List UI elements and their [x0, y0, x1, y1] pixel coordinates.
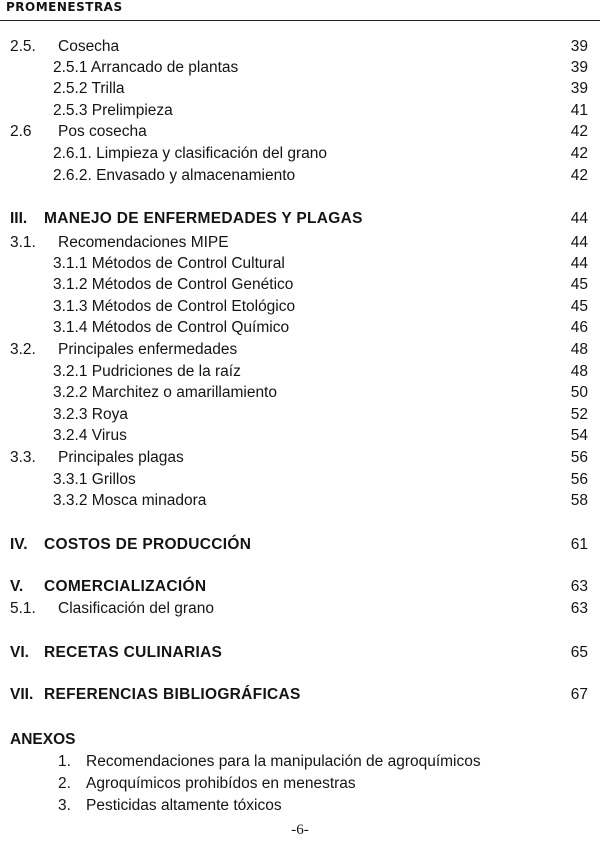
toc-title: 2.5.3 Prelimpieza: [53, 102, 173, 119]
toc-page-number: 63: [570, 600, 588, 617]
toc-title: Recomendaciones MIPE: [58, 234, 229, 251]
toc-page-number: 52: [570, 406, 588, 423]
toc-page-number: 56: [570, 471, 588, 488]
annex-item: [58, 795, 282, 817]
toc-chapter-row: [0, 576, 600, 598]
toc-page-number: 44: [570, 234, 588, 251]
toc-section-row: [0, 598, 600, 620]
toc-title: 2.6.2. Envasado y almacenamiento: [53, 167, 296, 184]
toc-title: 3.3.1 Grillos: [53, 471, 136, 488]
toc-page-number: 39: [570, 80, 588, 97]
toc-title: Pos cosecha: [58, 123, 147, 140]
toc-title: 3.1.1 Métodos de Control Cultural: [53, 255, 285, 272]
toc-title: 3.1.2 Métodos de Control Genético: [53, 276, 294, 293]
toc-page-number: 46: [570, 319, 588, 336]
toc-title: 3.2.4 Virus: [53, 427, 127, 444]
toc-title: 2.5.2 Trilla: [53, 80, 125, 97]
annex-number: 1.: [58, 753, 71, 770]
toc-subsection-row: [0, 165, 600, 187]
toc-section-row: [0, 447, 600, 469]
toc-number: 3.2.: [10, 341, 36, 358]
toc-number: V.: [10, 578, 24, 595]
annex-number: 3.: [58, 797, 71, 814]
toc-title: Principales enfermedades: [58, 341, 238, 358]
toc-title: 3.1.3 Métodos de Control Etológico: [53, 298, 296, 315]
toc-subsection-row: [0, 143, 600, 165]
toc-page-number: 44: [570, 255, 588, 272]
toc-number: 2.6: [10, 123, 32, 140]
toc-number: 3.1.: [10, 234, 36, 251]
toc-chapter-row: [0, 208, 600, 230]
toc-subsection-row: [0, 404, 600, 426]
toc-title: COSTOS DE PRODUCCIÓN: [44, 536, 252, 553]
annex-title: Pesticidas altamente tóxicos: [86, 797, 282, 814]
toc-page-number: 63: [570, 578, 588, 595]
toc-title: 3.2.3 Roya: [53, 406, 128, 423]
toc-page-number: 54: [570, 427, 588, 444]
toc-section-row: [0, 36, 600, 58]
toc-subsection-row: [0, 382, 600, 404]
annex-title: Agroquímicos prohibídos en menestras: [86, 775, 356, 792]
toc-subsection-row: [0, 57, 600, 79]
toc-subsection-row: [0, 425, 600, 447]
toc-section-row: [0, 232, 600, 254]
toc-page-number: 42: [570, 123, 588, 140]
toc-page-number: 67: [570, 686, 588, 703]
toc-subsection-row: [0, 296, 600, 318]
toc-title: Principales plagas: [58, 449, 184, 466]
toc-subsection-row: [0, 253, 600, 275]
toc-section-row: [0, 339, 600, 361]
toc-page-number: 56: [570, 449, 588, 466]
toc-section-row: [0, 121, 600, 143]
toc-page-number: 42: [570, 167, 588, 184]
toc-subsection-row: [0, 361, 600, 383]
toc-number: 5.1.: [10, 600, 36, 617]
toc-page-number: 42: [570, 145, 588, 162]
toc-subsection-row: [0, 469, 600, 491]
toc-number: VII.: [10, 686, 34, 703]
toc-page-number: 39: [570, 38, 588, 55]
annex-number: 2.: [58, 775, 71, 792]
toc-title: 3.1.4 Métodos de Control Químico: [53, 319, 290, 336]
toc-title: 3.2.1 Pudriciones de la raíz: [53, 363, 241, 380]
toc-title: REFERENCIAS BIBLIOGRÁFICAS: [44, 686, 301, 703]
toc-chapter-row: [0, 684, 600, 706]
header-rule: [0, 20, 600, 21]
toc-page-number: 44: [570, 210, 588, 227]
toc-title: COMERCIALIZACIÓN: [44, 578, 207, 595]
toc-number: VI.: [10, 644, 29, 661]
toc-title: 3.2.2 Marchitez o amarillamiento: [53, 384, 277, 401]
toc-page-number: 65: [570, 644, 588, 661]
toc-title: Clasificación del grano: [58, 600, 214, 617]
annex-item: [58, 773, 356, 795]
toc-title: MANEJO DE ENFERMEDADES Y PLAGAS: [44, 210, 363, 227]
toc-chapter-row: [0, 534, 600, 556]
toc-subsection-row: [0, 490, 600, 512]
toc-page-number: 45: [570, 276, 588, 293]
toc-title: 2.6.1. Limpieza y clasificación del grano: [53, 145, 327, 162]
annexes-title: ANEXOS: [10, 731, 76, 748]
toc-page-number: 48: [570, 363, 588, 380]
toc-chapter-row: [0, 642, 600, 664]
toc-page-number: 48: [570, 341, 588, 358]
toc-page-number: 61: [570, 536, 588, 553]
toc-number: IV.: [10, 536, 28, 553]
toc-subsection-row: [0, 274, 600, 296]
toc-subsection-row: [0, 317, 600, 339]
annex-item: [58, 751, 481, 773]
toc-page-number: 39: [570, 59, 588, 76]
toc-title: RECETAS CULINARIAS: [44, 644, 223, 661]
toc-title: 2.5.1 Arrancado de plantas: [53, 59, 239, 76]
toc-title: 3.3.2 Mosca minadora: [53, 492, 207, 509]
toc-number: 2.5.: [10, 38, 36, 55]
toc-number: 3.3.: [10, 449, 36, 466]
toc-title: Cosecha: [58, 38, 120, 55]
toc-page-number: 41: [570, 102, 588, 119]
toc-page-number: 45: [570, 298, 588, 315]
toc-page-number: 58: [570, 492, 588, 509]
toc-number: III.: [10, 210, 28, 227]
page-number: -6-: [291, 822, 309, 838]
annex-title: Recomendaciones para la manipulación de agroquímicos: [86, 753, 481, 770]
running-header: PROMENESTRAS: [6, 0, 123, 14]
toc-page-number: 50: [570, 384, 588, 401]
toc-subsection-row: [0, 78, 600, 100]
toc-subsection-row: [0, 100, 600, 122]
